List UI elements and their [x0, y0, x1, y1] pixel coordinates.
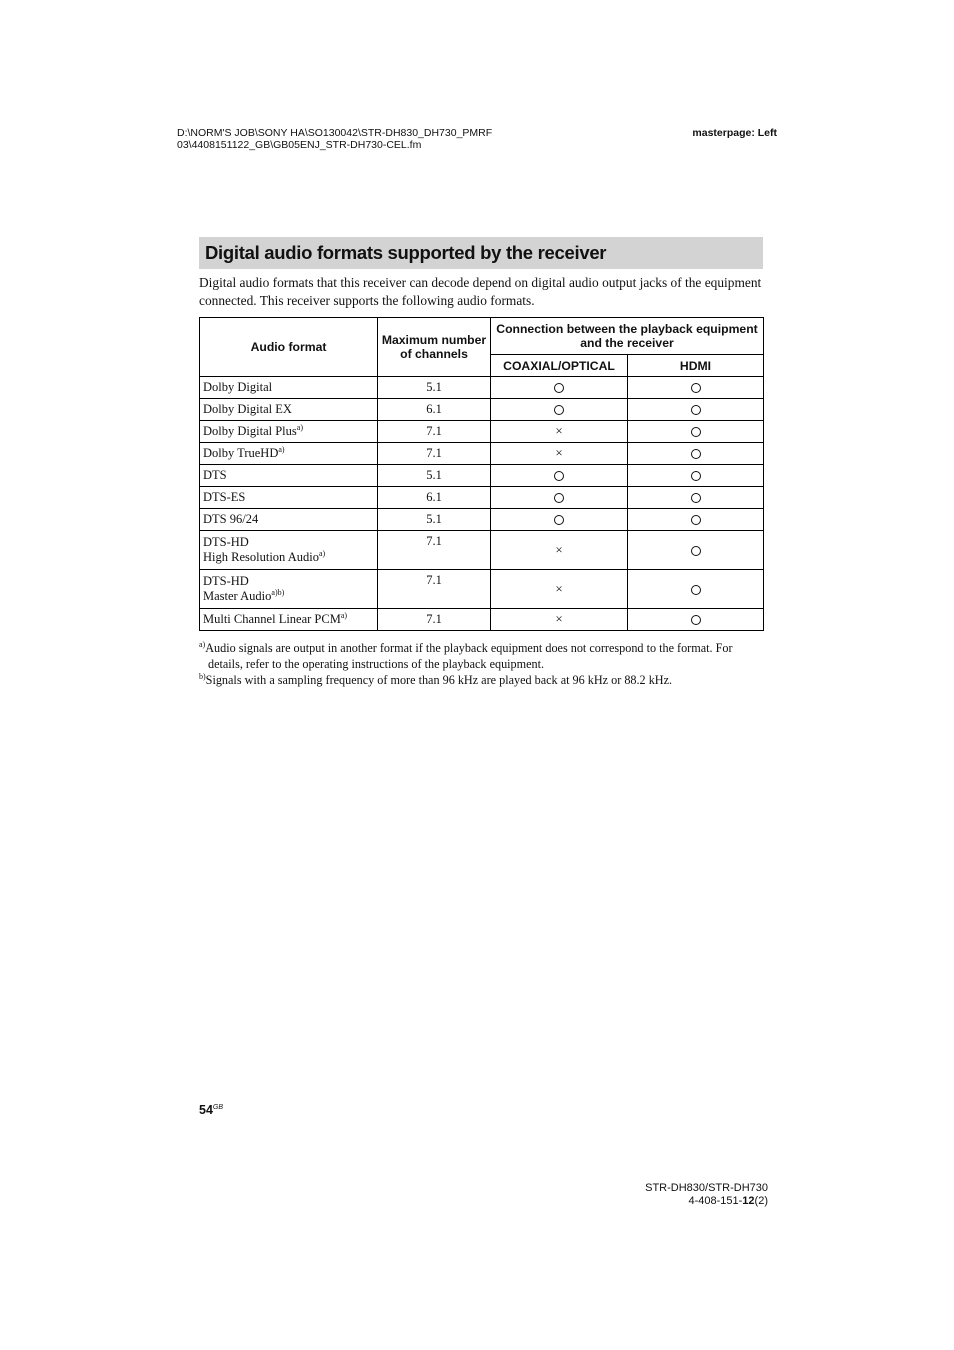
hdmi-support-cell: [628, 509, 764, 531]
masterpage-label: masterpage: Left: [692, 127, 777, 139]
table-row: [200, 487, 764, 509]
coaxial-support-cell: [491, 487, 628, 509]
channels-cell: 7.1: [378, 609, 491, 631]
channels-cell: 7.1: [378, 531, 491, 570]
supported-circle-icon: [691, 546, 701, 556]
footnote-a: [199, 640, 765, 672]
coaxial-support-cell: [491, 609, 628, 631]
page-number-value: 54: [199, 1103, 213, 1117]
supported-circle-icon: [691, 585, 701, 595]
hdmi-support-cell: [628, 399, 764, 421]
coaxial-support-cell: [491, 509, 628, 531]
page-number-suffix: GB: [212, 1103, 224, 1111]
supported-circle-icon: [691, 449, 701, 459]
format-name: DTS: [203, 468, 227, 482]
table-row: [200, 570, 764, 609]
footnote-ref: a): [318, 548, 326, 558]
hdmi-support-cell: [628, 421, 764, 443]
hdmi-support-cell: [628, 609, 764, 631]
code-prefix: 4-408-151-: [688, 1195, 743, 1207]
section-title: Digital audio formats supported by the receiver: [199, 237, 763, 269]
supported-circle-icon: [691, 515, 701, 525]
coaxial-support-cell: [491, 377, 628, 399]
header-coaxial-optical: COAXIAL/OPTICAL: [491, 355, 628, 377]
audio-format-cell: [200, 570, 378, 609]
audio-format-cell: [200, 443, 378, 465]
hdmi-support-cell: [628, 377, 764, 399]
intro-paragraph: Digital audio formats that this receiver can decode depend on digital audio output jacks of the equipment connected. This receiver supports the following audio formats.: [199, 275, 762, 308]
channels-cell: 7.1: [378, 421, 491, 443]
audio-format-cell: [200, 377, 378, 399]
file-path-line-1: D:\NORM'S JOB\SONY HA\SO130042\STR-DH830_DH730_PMRF: [177, 127, 493, 139]
channels-cell: 5.1: [378, 377, 491, 399]
header-hdmi: HDMI: [628, 355, 764, 377]
not-supported-cross-icon: ×: [555, 541, 563, 557]
file-path-header: [177, 127, 492, 151]
audio-formats-table: [199, 317, 764, 631]
table-row: [200, 609, 764, 631]
format-name: Dolby Digital EX: [203, 402, 292, 416]
table-row: [200, 531, 764, 570]
footer-model-code: [645, 1195, 768, 1208]
footnote-ref: a): [278, 444, 285, 454]
coaxial-support-cell: [491, 570, 628, 609]
table-row: [200, 399, 764, 421]
format-name: DTS-HD: [203, 574, 249, 588]
supported-circle-icon: [554, 493, 564, 503]
footnote-b: [199, 672, 765, 688]
footnote-mark: a): [199, 639, 206, 649]
audio-format-cell: [200, 609, 378, 631]
supported-circle-icon: [691, 471, 701, 481]
footnote-mark: b): [199, 671, 206, 681]
format-name-line2: Master Audio: [203, 589, 272, 603]
supported-circle-icon: [554, 405, 564, 415]
table-row: [200, 377, 764, 399]
footnote-ref: a): [340, 610, 348, 620]
channels-cell: 5.1: [378, 465, 491, 487]
channels-cell: 5.1: [378, 509, 491, 531]
hdmi-support-cell: [628, 487, 764, 509]
coaxial-support-cell: [491, 421, 628, 443]
table-row: [200, 465, 764, 487]
supported-circle-icon: [691, 427, 701, 437]
table-row: [200, 509, 764, 531]
supported-circle-icon: [691, 383, 701, 393]
footnotes: [199, 640, 765, 688]
channels-cell: 7.1: [378, 443, 491, 465]
channels-cell: 6.1: [378, 487, 491, 509]
table-row: [200, 421, 764, 443]
supported-circle-icon: [554, 471, 564, 481]
footnote-text: Signals with a sampling frequency of more than 96 kHz are played back at 96 kHz or 88.2 kHz.: [205, 673, 673, 687]
format-name: Dolby Digital Plus: [203, 424, 297, 438]
format-name: Dolby Digital: [203, 380, 273, 394]
supported-circle-icon: [691, 493, 701, 503]
format-name: DTS-HD: [203, 535, 249, 549]
hdmi-support-cell: [628, 531, 764, 570]
header-connection: Connection between the playback equipment and the receiver: [491, 318, 764, 355]
supported-circle-icon: [691, 615, 701, 625]
audio-format-cell: [200, 421, 378, 443]
footer-model-name: STR-DH830/STR-DH730: [645, 1182, 768, 1194]
coaxial-support-cell: [491, 399, 628, 421]
footnote-ref: a): [296, 422, 303, 432]
supported-circle-icon: [554, 383, 564, 393]
page-number: [199, 1103, 223, 1117]
not-supported-cross-icon: ×: [555, 423, 563, 438]
format-name: Dolby TrueHD: [203, 446, 279, 460]
format-name-line2: High Resolution Audio: [203, 550, 319, 564]
footer-model-info: [645, 1182, 768, 1208]
audio-format-cell: [200, 509, 378, 531]
supported-circle-icon: [554, 515, 564, 525]
table-row: [200, 443, 764, 465]
not-supported-cross-icon: ×: [555, 611, 563, 626]
footnote-ref: a)b): [271, 587, 285, 597]
audio-format-cell: [200, 465, 378, 487]
coaxial-support-cell: [491, 465, 628, 487]
hdmi-support-cell: [628, 570, 764, 609]
code-revision: 12: [742, 1195, 755, 1207]
footnote-text: Audio signals are output in another format if the playback equipment does not correspond to the format. For details, refer to the operating instructions of the playback equipment.: [205, 641, 733, 671]
channels-cell: 6.1: [378, 399, 491, 421]
header-max-channels: Maximum number of channels: [378, 318, 491, 377]
header-audio-format: Audio format: [200, 318, 378, 377]
hdmi-support-cell: [628, 465, 764, 487]
not-supported-cross-icon: ×: [555, 580, 563, 596]
supported-circle-icon: [691, 405, 701, 415]
coaxial-support-cell: [491, 531, 628, 570]
audio-format-cell: [200, 399, 378, 421]
audio-format-cell: [200, 487, 378, 509]
not-supported-cross-icon: ×: [555, 445, 563, 460]
format-name: Multi Channel Linear PCM: [203, 612, 341, 626]
code-suffix: (2): [754, 1195, 768, 1207]
channels-cell: 7.1: [378, 570, 491, 609]
format-name: DTS-ES: [203, 490, 246, 504]
audio-format-cell: [200, 531, 378, 570]
coaxial-support-cell: [491, 443, 628, 465]
format-name: DTS 96/24: [203, 512, 259, 526]
file-path-line-2: 03\4408151122_GB\GB05ENJ_STR-DH730-CEL.fm: [177, 139, 422, 151]
hdmi-support-cell: [628, 443, 764, 465]
